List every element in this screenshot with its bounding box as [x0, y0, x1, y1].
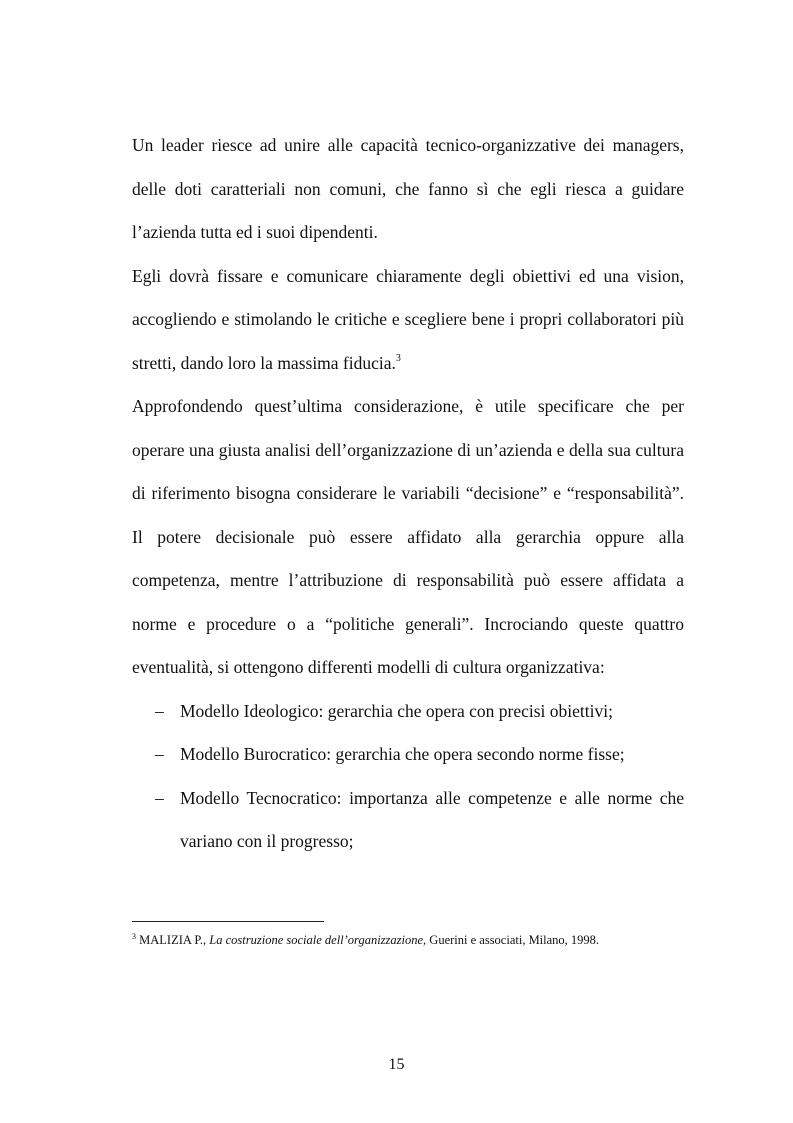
paragraph-analysis: Approfondendo quest’ultima considerazione, è utile specificare che per operare una giusta analisi dell’organizzazione di un’azienda e della sua cultura di riferimento bisogna considerare le variabili “decisione” e “responsabilità”. Il potere decisionale può essere affidato alla gerarchia oppure alla competenza, mentre l’attribuzione di responsabilità può essere affidata a norme e procedure o a “politiche generali”. Incrociando queste quattro eventualità, si ottengono differenti modelli di cultura organizzativa:: [132, 396, 684, 677]
list-dash-marker: –: [155, 700, 164, 721]
body-text: [132, 124, 684, 864]
list-item: [132, 690, 684, 734]
list-item-text: Modello Tecnocratico: importanza alle competenze e alle norme che variano con il progresso;: [180, 787, 684, 851]
list-item: [132, 777, 684, 864]
footnote-author: MALIZIA P.,: [139, 933, 210, 947]
footnote: [132, 932, 692, 948]
list-dash-marker: –: [155, 787, 164, 808]
list-item: [132, 733, 684, 777]
footnote-reference: 3: [395, 352, 401, 364]
footnote-title: La costruzione sociale dell’organizzazione: [209, 933, 424, 947]
list-dash-marker: –: [155, 744, 164, 764]
footnote-publisher: , Guerini e associati, Milano, 1998.: [423, 933, 600, 947]
list-item-text: Modello Ideologico: gerarchia che opera con precisi obiettivi;: [180, 700, 613, 721]
page-number: 15: [388, 1056, 405, 1073]
footnote-divider: [132, 921, 324, 922]
footnote-number: 3: [132, 932, 136, 941]
culture-models-list: [132, 690, 684, 864]
paragraph-vision-text: Egli dovrà fissare e comunicare chiaramente degli obiettivi ed una vision, accogliendo e stimolando le critiche e scegliere bene i propri collaboratori più stretti, dando loro la massima fiducia.: [132, 265, 684, 373]
list-item-text: Modello Burocratico: gerarchia che opera secondo norme fisse;: [180, 744, 625, 764]
paragraph-vision: [132, 255, 684, 386]
paragraph-leader: Un leader riesce ad unire alle capacità tecnico-organizzative dei managers, delle doti caratteriali non comuni, che fanno sì che egli riesca a guidare l’azienda tutta ed i suoi dipendenti.: [132, 135, 684, 242]
